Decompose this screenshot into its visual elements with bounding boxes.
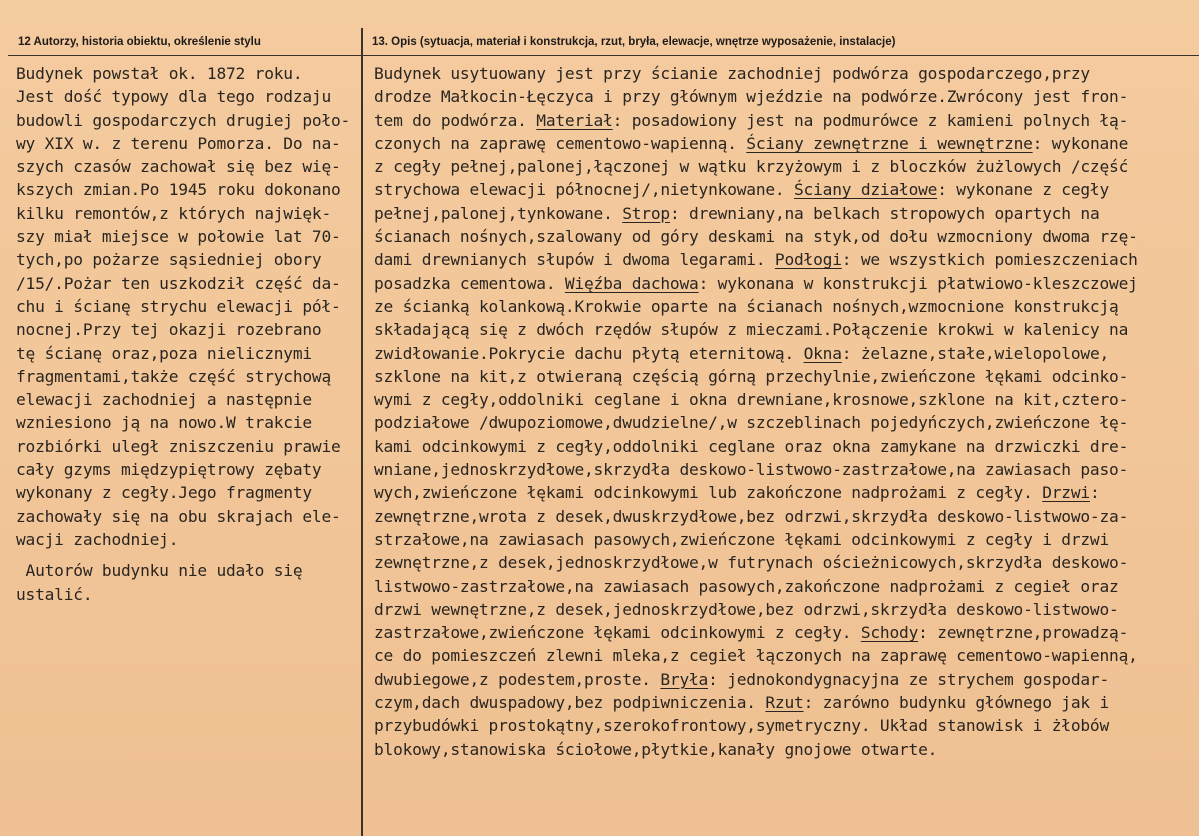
section-heading: Rzut: [765, 693, 804, 713]
column-divider: [361, 28, 363, 836]
text-segment: : wykonana w konstrukcji płatwiowo-kleszczowej: [698, 273, 1138, 293]
history-text-line: wykonany z cegły.Jego fragmenty: [16, 483, 312, 503]
paragraph-gap: [16, 551, 354, 559]
section-heading: Podłogi: [774, 250, 842, 270]
history-text-line: tych,po pożarze sąsiedniej obory: [16, 250, 322, 270]
text-segment: dwubiegowe,z podestem,proste.: [374, 669, 661, 689]
history-text-line: szych czasów zachował się bez wię-: [16, 157, 341, 177]
description-text-line: [374, 202, 1196, 225]
section-13-header: 13. Opis (sytuacja, materiał i konstrukcja, rzut, bryła, elewacje, wnętrze wyposażenie, instalacje): [372, 36, 896, 48]
description-text-line: [374, 668, 1196, 691]
history-text-line: chu i ścianę strychu elewacji pół-: [16, 296, 341, 316]
text-segment: listwowo-zastrzałowe,na zawiasach pasowych,zakończone nadprożami z cegieł oraz: [374, 576, 1119, 596]
text-segment: drzwi wewnętrzne,z desek,jednoskrzydłowe,bez odrzwi,skrzydła deskowo-listwowo-: [374, 599, 1119, 619]
history-text-line: kilku remontów,z których najwięk-: [16, 203, 332, 223]
text-segment: dami drewnianych słupów i dwoma legarami.: [374, 250, 775, 270]
text-segment: zewnętrzne,wrota z desek,dwuskrzydłowe,bez odrzwi,skrzydła deskowo-listwowo-za-: [374, 506, 1129, 526]
text-segment: Budynek usytuowany jest przy ścianie zachodniej podwórza gospodarczego,przy: [374, 64, 1090, 83]
description-text-line: [374, 318, 1196, 341]
section-heading: Drzwi: [1042, 483, 1090, 503]
text-segment: : żelazne,stałe,wielopolowe,: [841, 343, 1110, 363]
text-segment: ze ścianką kolankową.Krokwie oparte na ścianach nośnych,wzmocnione konstrukcją: [374, 296, 1119, 316]
text-segment: zwidłowanie.Pokrycie dachu płytą eternitową.: [374, 343, 804, 363]
history-text-line: wzniesiono ją na nowo.W trakcie: [16, 413, 312, 433]
history-text-line: wy XIX w. z terenu Pomorza. Do na-: [16, 133, 341, 153]
description-text-column: [374, 62, 1196, 761]
history-text-line: Budynek powstał ok. 1872 roku.: [16, 64, 303, 83]
history-text-line: wacji zachodniej.: [16, 529, 179, 549]
text-segment: strzałowe,na zawiasach pasowych,zwieńczone łękami odcinkowymi z cegły i drzwi: [374, 529, 1110, 549]
text-segment: : drewniany,na belkach stropowych opartych na: [669, 203, 1100, 223]
description-text-line: [374, 62, 1196, 85]
history-text-column: [16, 62, 354, 606]
description-text-line: [374, 342, 1196, 365]
text-segment: kami odcinkowymi z cegły,oddolniki ceglane oraz okna zamykane na drzwiczki dre-: [374, 436, 1129, 456]
description-text-line: [374, 435, 1196, 458]
section-heading: Więźba dachowa: [564, 273, 699, 293]
text-segment: szklone na kit,z otwieraną częścią górną przechylnie,zwieńczone łękami odcinko-: [374, 366, 1129, 386]
text-segment: z cegły pełnej,palonej,łączonej w wątku krzyżowym i z bloczków żużlowych /część: [374, 157, 1129, 177]
history-text-line: /15/.Pożar ten uszkodził część da-: [16, 273, 341, 293]
description-text-line: [374, 272, 1196, 295]
history-text-line: kszych zmian.Po 1945 roku dokonano: [16, 180, 341, 200]
description-text-line: [374, 155, 1196, 178]
description-text-line: [374, 458, 1196, 481]
text-segment: : jednokondygnacyjna ze strychem gospodar-: [708, 669, 1110, 689]
description-text-line: [374, 691, 1196, 714]
description-text-line: [374, 598, 1196, 621]
section-heading: Ściany zewnętrzne i wewnętrzne: [746, 133, 1033, 153]
description-text-line: [374, 551, 1196, 574]
history-text-line: rozbiórki uległ zniszczeniu prawie: [16, 436, 341, 456]
section-heading: Bryła: [660, 669, 709, 689]
text-segment: wniane,jednoskrzydłowe,skrzydła deskowo-listwowo-zastrzałowe,na zawiasach paso-: [374, 460, 1129, 480]
history-text-line: budowli gospodarczych drugiej poło-: [16, 110, 351, 130]
history-text-line: Jest dość typowy dla tego rodzaju: [16, 87, 332, 107]
section-heading: Schody: [860, 623, 919, 643]
text-segment: :: [1089, 483, 1100, 503]
text-segment: strychowa elewacji północnej/,nietynkowane.: [374, 180, 795, 200]
description-text-line: [374, 248, 1196, 271]
text-segment: : zarówno budynku głównego jak i: [803, 693, 1110, 713]
text-segment: wymi z cegły,oddolniki ceglane i okna drewniane,krosnowe,szklone na kit,cztero-: [374, 390, 1129, 410]
text-segment: : zewnętrzne,prowadzą-: [918, 623, 1129, 643]
text-segment: blokowy,stanowiska ściołowe,płytkie,kanały gnojowe otwarte.: [374, 739, 938, 759]
description-text-line: [374, 295, 1196, 318]
text-segment: drodze Małkocin-Łęczyca i przy głównym wjeździe na podwórze.Zwrócony jest fron-: [374, 87, 1129, 107]
text-segment: składającą się z dwóch rzędów słupów z mieczami.Połączenie krokwi w kalenicy na: [374, 320, 1129, 340]
description-text-line: [374, 388, 1196, 411]
section-heading: Strop: [622, 203, 670, 223]
description-text-line: [374, 714, 1196, 737]
text-segment: przybudówki prostokątny,szerokofrontowy,symetryczny. Układ stanowisk i żłobów: [374, 716, 1110, 736]
text-segment: pełnej,palonej,tynkowane.: [374, 203, 623, 223]
description-text-line: [374, 528, 1196, 551]
text-segment: : posadowiony jest na podmurówce z kamieni polnych łą-: [612, 110, 1129, 130]
description-text-line: [374, 85, 1196, 108]
text-segment: zewnętrzne,z desek,jednoskrzydłowe,w futrynach ościeżnicowych,skrzydła deskowo-: [374, 553, 1129, 573]
text-segment: : wykonane z cegły: [937, 180, 1110, 200]
description-text-line: [374, 481, 1196, 504]
text-segment: : we wszystkich pomieszczeniach: [841, 250, 1138, 270]
section-heading: Ściany działowe: [794, 180, 938, 200]
text-segment: zastrzałowe,zwieńczone łękami odcinkowymi z cegły.: [374, 623, 861, 643]
history-text-line: ustalić.: [16, 584, 93, 604]
description-text-line: [374, 411, 1196, 434]
history-text-line: fragmentami,także część strychową: [16, 366, 332, 386]
text-segment: : wykonane: [1032, 133, 1129, 153]
description-text-line: [374, 575, 1196, 598]
description-text-line: [374, 644, 1196, 667]
text-segment: ce do pomieszczeń zlewni mleka,z cegieł łączonych na zaprawę cementowo-wapienną,: [374, 646, 1138, 666]
text-segment: posadzka cementowa.: [374, 273, 565, 293]
description-text-line: [374, 738, 1196, 761]
description-text-line: [374, 225, 1196, 248]
text-segment: czonych na zaprawę cementowo-wapienną.: [374, 133, 747, 153]
history-text-line: zachowały się na obu skrajach ele-: [16, 506, 341, 526]
text-segment: podziałowe /dwupoziomowe,dwudzielne/,w szczeblinach pojedyńczych,zwieńczone łę-: [374, 413, 1129, 433]
description-text-line: [374, 621, 1196, 644]
history-text-line: cały gzyms międzypiętrowy zębaty: [16, 460, 322, 480]
description-text-line: [374, 109, 1196, 132]
description-text-line: [374, 132, 1196, 155]
section-12-header: 12 Autorzy, historia obiektu, określenie stylu: [18, 36, 261, 48]
description-text-line: [374, 178, 1196, 201]
text-segment: tem do podwórza.: [374, 110, 537, 130]
section-heading: Materiał: [536, 110, 613, 130]
text-segment: ścianach nośnych,szalowany od góry deskami na styk,od dołu wzmocniony dwoma rzę-: [374, 227, 1138, 247]
description-text-line: [374, 365, 1196, 388]
text-segment: czym,dach dwuspadowy,bez podpiwniczenia.: [374, 693, 766, 713]
history-text-line: tę ścianę oraz,poza nielicznymi: [16, 343, 312, 363]
section-heading: Okna: [803, 343, 842, 363]
history-text-line: elewacji zachodniej a następnie: [16, 390, 312, 410]
header-divider: [8, 55, 1199, 56]
history-text-line: Autorów budynku nie udało się: [16, 561, 303, 581]
text-segment: wych,zwieńczone łękami odcinkowymi lub zakończone nadprożami z cegły.: [374, 483, 1043, 503]
history-text-line: nocnej.Przy tej okazji rozebrano: [16, 320, 322, 340]
description-text-line: [374, 505, 1196, 528]
history-text-line: szy miał miejsce w połowie lat 70-: [16, 227, 341, 247]
